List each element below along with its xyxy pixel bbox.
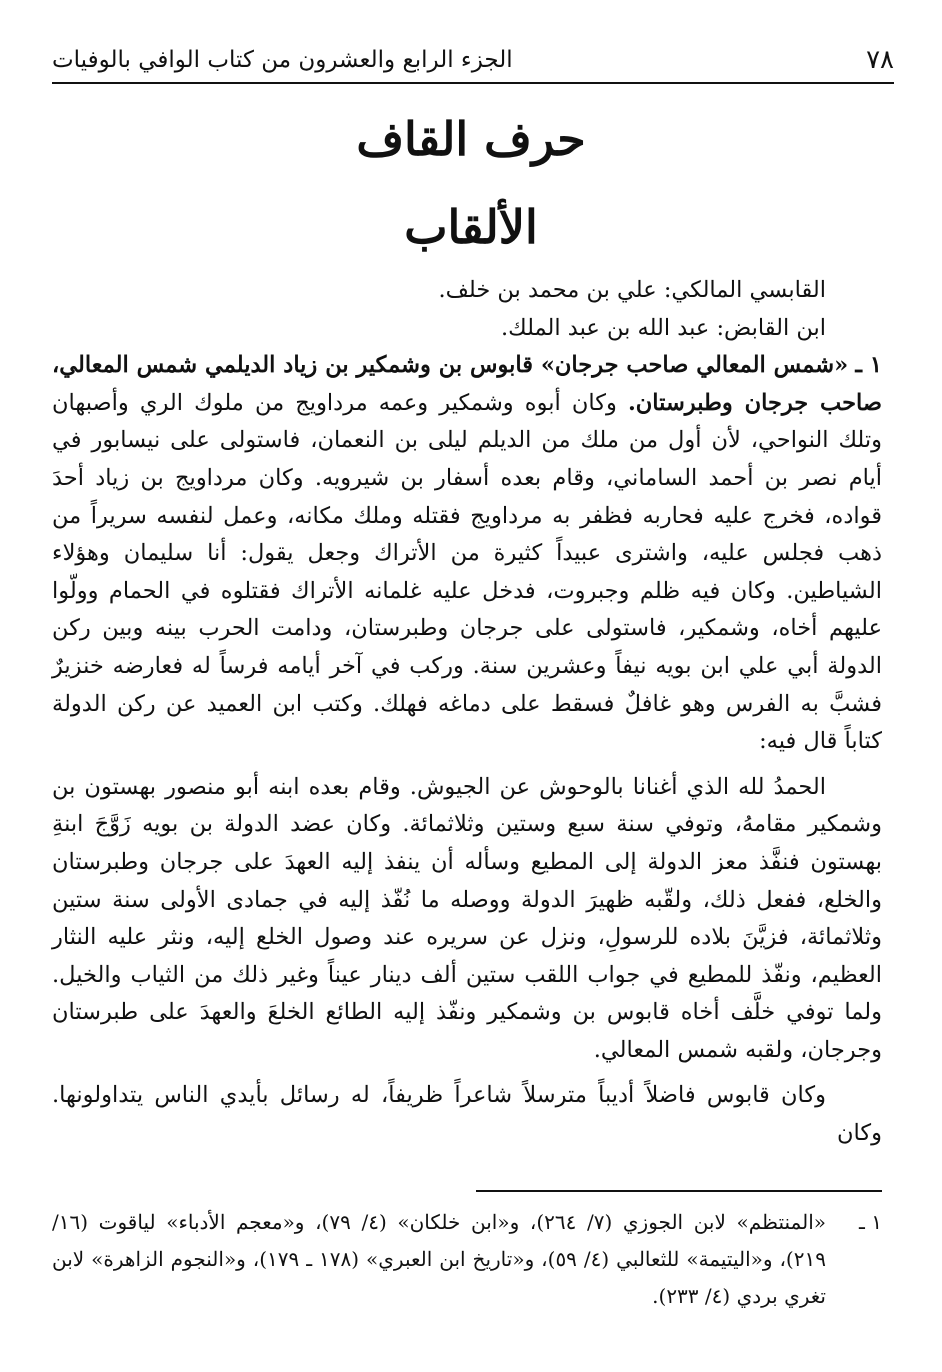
main-text — [52, 272, 882, 1153]
entry-paragraph-1: وكان أبوه وشمكير وعمه مرداويج من ملوك الري وأصبهان وتلك النواحي، لأن أول من ملك من الديلم ليلى بن النعمان، فاستولى على نيسابور في أيام نصر بن أحمد الساماني، وقام بعده أسفار بن شيرويه. وكان مرداويج بن زياد أحدَ قواده، فخرج عليه فحاربه فظفر به مرداويج فقتله وملك مكانه، وعمل لنفسه سريراً من ذهب فجلس عليه، واشترى عبيداً كثيرة من الأتراك وجعل يقول: أنا سليمان وهؤلاء الشياطين. وكان فيه ظلم وجبروت، فدخل عليه غلمانه الأتراك فقتلوه في الحمام وولّوا عليهم أخاه، وشمكير، فاستولى على جرجان وطبرستان، ودامت الحرب بينه وبين ركن الدولة أبي علي ابن بويه نيفاً وعشرين سنة. وركب في آخر أيامه فرساً له فعارضه خنزيرٌ فشبَّ به الفرس وهو غافلٌ فسقط على دماغه فهلك. وكتب ابن العميد عن ركن الدولة كتاباً قال فيه: — [52, 389, 882, 755]
entry-paragraph-3: وكان قابوس فاضلاً أديباً مترسلاً شاعراً ظريفاً، له رسائل بأيدي الناس يتداولونها. وكان — [52, 1082, 882, 1147]
entry-heading-paragraph — [52, 347, 882, 761]
running-title: الجزء الرابع والعشرون من كتاب الوافي بالوفيات — [52, 47, 513, 73]
footnote-number: ١ ـ — [859, 1210, 882, 1234]
footnote-divider — [476, 1190, 882, 1192]
entry-heading: «شمس المعالي صاحب جرجان» قابوس بن وشمكير بن زياد الديلمي شمس المعالي، صاحب جرجان وطبرستان. — [52, 352, 882, 416]
running-header — [52, 38, 894, 84]
footnote — [52, 1204, 882, 1315]
entry-number: ١ ـ — [855, 352, 882, 379]
entry-paragraph-2: الحمدُ لله الذي أغنانا بالوحوش عن الجيوش. وقام بعده ابنه أبو منصور بهستون بن وشمكير مقامهُ، وتوفي سنة سبع وستين وثلاثمائة. وكان عضد الدولة بن بويه زَوَّجَ ابنةِ بهستون فنفَّذ معز الدولة إلى المطيع وسأله أن ينفذ إليه العهدَ على جرجان وطبرستان والخلع، ففعل ذلك، ولقّبه ظهيرَ الدولة ووصله ما نُفّذ إليه في جمادى الأولى سنة ستين وثلاثمائة، فزيَّنَ بلاده للرسولِ، ونزل عن سريره عند وصول الخلع إليه، ونثر عليه النثار العظيم، ونفّذ للمطيع في جواب اللقب ستين ألف دينار عيناً وغير ذلك من الثياب والخيل. ولما توفي خلَّف أخاه قابوس بن وشمكير ونفّذ إليه الطائع الخلعَ والعهدَ على طبرستان وجرجان، ولقبه شمس المعالي. — [52, 773, 882, 1063]
page-number: ٧٨ — [866, 45, 894, 75]
footnote-text: «المنتظم» لابن الجوزي (٧/ ٢٦٤)، و«ابن خلكان» (٤/ ٧٩)، و«معجم الأدباء» لياقوت (١٦/ ٢١٩)، و«اليتيمة» للثعالبي (٤/ ٥٩)، و«تاريخ ابن العبري» (١٧٨ ـ ١٧٩)، و«النجوم الزاهرة» لابن تغري بردي (٤/ ٢٣٣). — [52, 1210, 826, 1308]
footnotes — [52, 1204, 882, 1315]
section-title: الألقاب — [404, 200, 538, 254]
cross-reference: القابسي المالكي: علي بن محمد بن خلف. — [438, 277, 826, 303]
cross-reference: ابن القابض: عبد الله بن عبد الملك. — [500, 314, 826, 341]
chapter-title: حرف القاف — [356, 112, 586, 166]
